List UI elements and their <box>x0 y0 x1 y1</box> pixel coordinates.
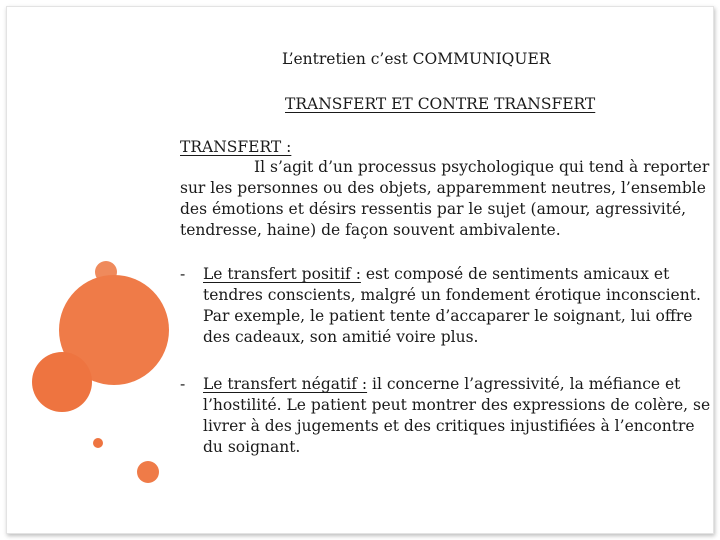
definition-paragraph <box>180 157 710 241</box>
paragraph-line: tendresse, haine) de façon souvent ambivalente. <box>180 221 561 239</box>
paragraph-line: sur les personnes ou des objets, apparemment neutres, l’ensemble <box>180 179 706 197</box>
bullet-dash: - <box>180 265 186 283</box>
decorative-circle <box>137 461 159 483</box>
paragraph-line: des émotions et désirs ressentis par le sujet (amour, agressivité, <box>180 200 687 218</box>
decorative-circle <box>93 438 103 448</box>
bullet-text: est composé de sentiments amicaux et <box>360 265 670 283</box>
bullet-first-line <box>203 374 703 395</box>
bullet-line: des cadeaux, son amitié voire plus. <box>203 328 479 346</box>
bullet-line: tendres conscients, malgré un fondement érotique inconscient. <box>203 286 701 304</box>
bullet-text: il concerne l’agressivité, la méfiance et <box>367 375 681 393</box>
bullet-line: Par exemple, le patient tente d’accaparer le soignant, lui offre <box>203 307 693 325</box>
bullet-body <box>203 264 703 348</box>
slide-heading: L’entretien c’est COMMUNIQUER <box>282 50 551 68</box>
bullet-label: Le transfert négatif : <box>203 375 368 393</box>
decorative-circle <box>32 352 92 412</box>
bullet-body <box>203 374 711 458</box>
section-title: TRANSFERT : <box>180 138 292 156</box>
bullet-line: livrer à des jugements et des critiques injustifiées à l’encontre <box>203 417 695 435</box>
bullet-dash: - <box>180 375 186 393</box>
bullet-line: l’hostilité. Le patient peut montrer des expressions de colère, se <box>203 396 711 414</box>
bullet-first-line <box>203 264 703 285</box>
bullet-label: Le transfert positif : <box>203 265 361 283</box>
slide-subheading: TRANSFERT ET CONTRE TRANSFERT <box>285 95 596 113</box>
paragraph-line: Il s’agit d’un processus psychologique qui tend à reporter <box>254 158 710 176</box>
bullet-line: du soignant. <box>203 438 301 456</box>
